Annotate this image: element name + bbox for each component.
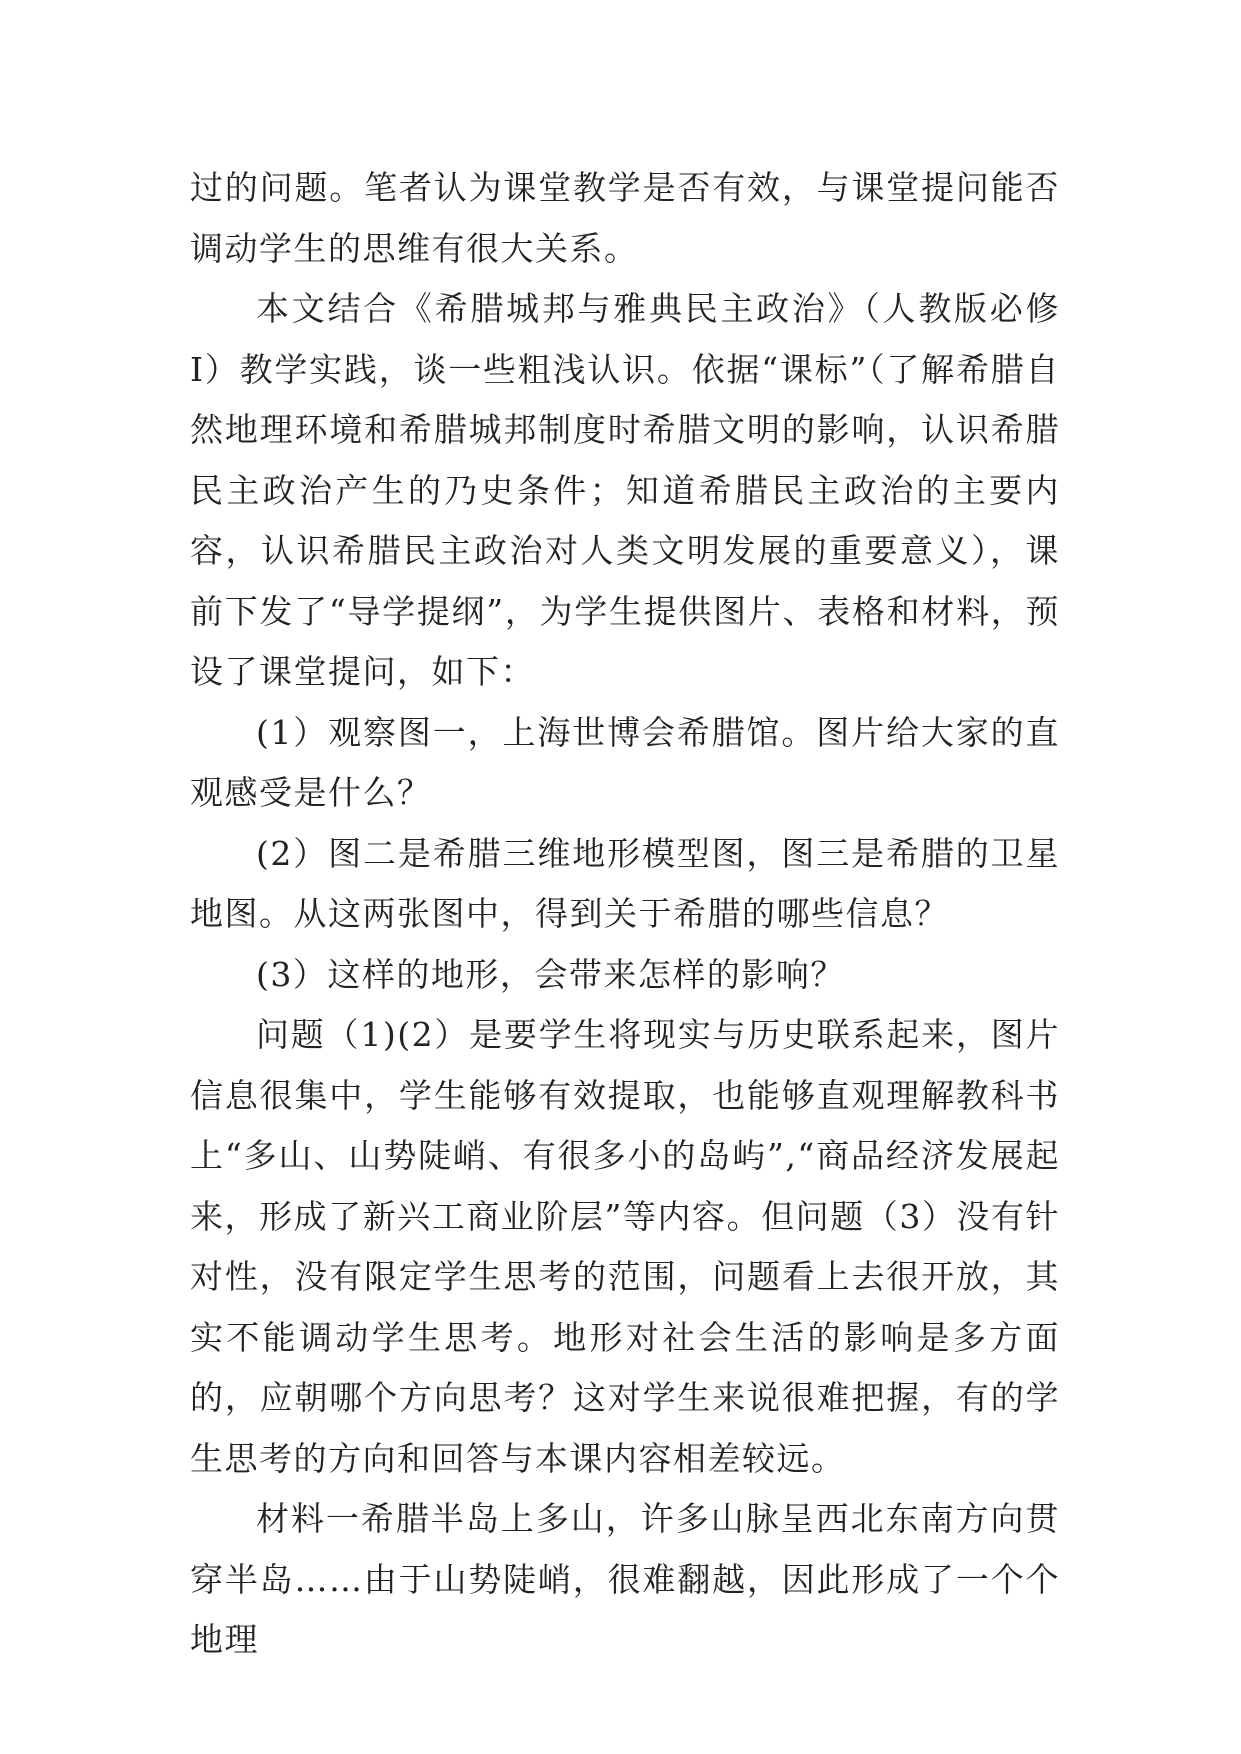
paragraph-question-3: (3）这样的地形，会带来怎样的影响？ bbox=[256, 954, 845, 994]
paragraph-question-1: (1）观察图一，上海世博会希腊馆。图片给大家的直观感受是什么？ bbox=[190, 712, 1060, 812]
paragraph-material-1: 材料一希腊半岛上多山，许多山脉呈西北东南方向贯穿半岛……由于山势陡峭，很难翻越，因此形成了一个个地理 bbox=[190, 1499, 1060, 1659]
paragraph-intro: 本文结合《希腊城邦与雅典民主政治》（人教版必修Ⅰ）教学实践，谈一些粗浅认识。依据“课标”（了解希腊自然地理环境和希腊城邦制度时希腊文明的影响，认识希腊民主政治产生的乃史条件；知道希腊民主政治的主要内容，认识希腊民主政治对人类文明发展的重要意义），课前下发了“导学提纲”，为学生提供图片、表格和材料，预设了课堂提问，如下： bbox=[190, 289, 1060, 691]
paragraph-analysis: 问题（1)(2）是要学生将现实与历史联系起来，图片信息很集中，学生能够有效提取，也能够直观理解教科书上“多山、山势陡峭、有很多小的岛屿”,“商品经济发展起来，形成了新兴工商业阶层”等内容。但问题（3）没有针对性，没有限定学生思考的范围，问题看上去很开放，其实不能调动学生思考。地形对社会生活的影响是多方面的，应朝哪个方向思考？这对学生来说很难把握，有的学生思考的方向和回答与本课内容相差较远。 bbox=[190, 1015, 1060, 1478]
paragraph-question-2: (2）图二是希腊三维地形模型图，图三是希腊的卫星地图。从这两张图中，得到关于希腊的哪些信息？ bbox=[190, 833, 1060, 933]
paragraph-continuation: 过的问题。笔者认为课堂教学是否有效，与课堂提问能否调动学生的思维有很大关系。 bbox=[190, 168, 1060, 268]
body-text bbox=[190, 158, 1060, 1671]
